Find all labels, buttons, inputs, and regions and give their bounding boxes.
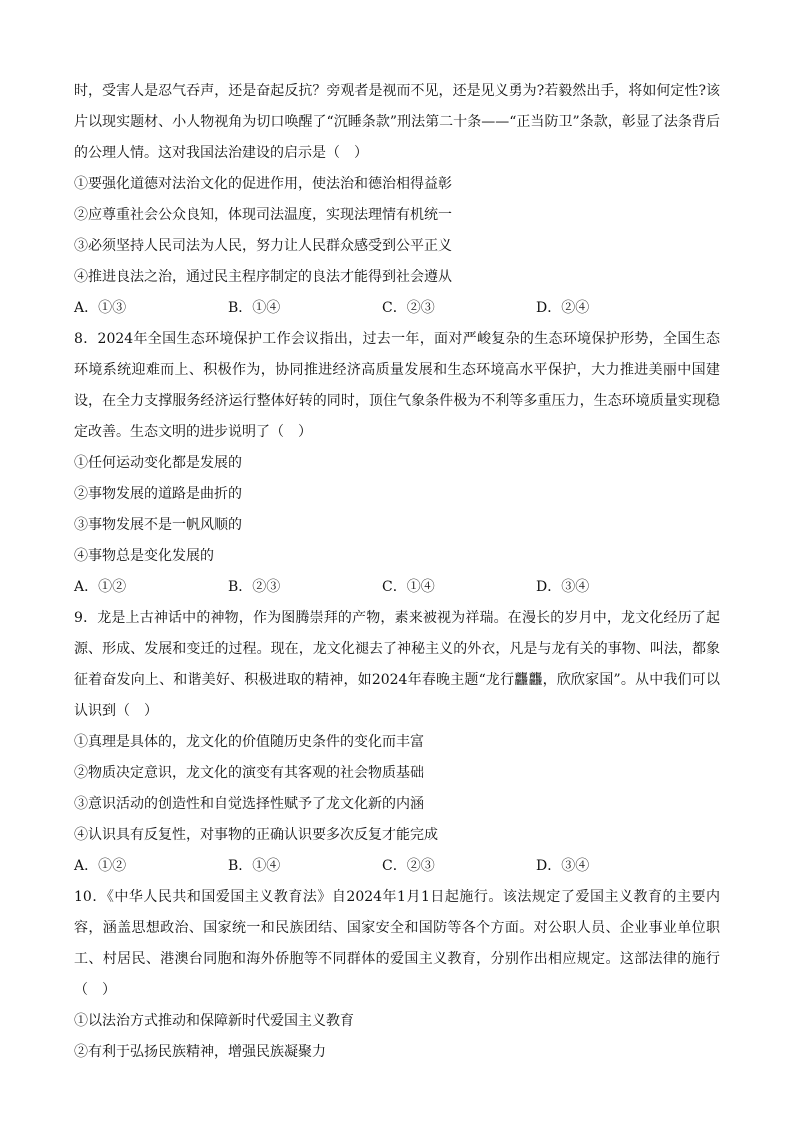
question-8-choices bbox=[74, 572, 720, 603]
question-9-choice-d: D．③④ bbox=[536, 858, 590, 874]
question-9-option-4: ④认识具有反复性，对事物的正确认识要多次反复才能完成 bbox=[74, 827, 438, 843]
question-8-option-3: ③事物发展不是一帆风顺的 bbox=[74, 517, 242, 533]
question-8-choice-a: A．①② bbox=[74, 579, 127, 595]
question-9-choice-c: C．②③ bbox=[382, 858, 435, 874]
question-7-option-4: ④推进良法之治，通过民主程序制定的良法才能得到社会遵从 bbox=[74, 269, 452, 285]
question-8-choice-b: B．②③ bbox=[228, 579, 281, 595]
question-7-choice-c: C．②③ bbox=[382, 300, 435, 316]
question-9-choice-b: B．①④ bbox=[228, 858, 281, 874]
question-8-option-4: ④事物总是变化发展的 bbox=[74, 548, 214, 564]
question-7-option-2: ②应尊重社会公众良知，体现司法温度，实现法理情有机统一 bbox=[74, 207, 452, 223]
question-10-option-2: ②有利于弘扬民族精神，增强民族凝聚力 bbox=[74, 1044, 326, 1060]
question-7-stem: 时，受害人是忍气吞声，还是奋起反抗？旁观者是视而不见，还是见义勇为?若毅然出手，将如何定性?该片以现实题材、小人物视角为切口唤醒了“沉睡条款”刑法第二十条——“正当防卫”条款，彰显了法条背后的公理人情。这对我国法治建设的启示是（ ） bbox=[74, 83, 720, 161]
question-7-choice-a: A．①③ bbox=[74, 300, 127, 316]
question-9-stem: 9．龙是上古神话中的神物，作为图腾崇拜的产物，素来被视为祥瑞。在漫长的岁月中，龙文化经历了起源、形成、发展和变迁的过程。现在，龙文化褪去了神秘主义的外衣，凡是与龙有关的事物、叫法，都象征着奋发向上、和谐美好、积极进取的精神，如2024年春晚主题“龙行龘龘，欣欣家国”。从中我们可以认识到（ ） bbox=[74, 610, 720, 719]
question-9-option-3: ③意识活动的创造性和自觉选择性赋予了龙文化新的内涵 bbox=[74, 796, 424, 812]
question-10-stem: 10．《中华人民共和国爱国主义教育法》自2024年1月1日起施行。该法规定了爱国主义教育的主要内容，涵盖思想政治、国家统一和民族团结、国家安全和国防等各个方面。对公职人员、企业事业单位职工、村居民、港澳台同胞和海外侨胞等不同群体的爱国主义教育，分别作出相应规定。这部法律的施行（ ） bbox=[74, 889, 720, 998]
question-7-choice-b: B．①④ bbox=[228, 300, 281, 316]
question-7-option-1: ①要强化道德对法治文化的促进作用，使法治和德治相得益彰 bbox=[74, 176, 452, 192]
question-9-choice-a: A．①② bbox=[74, 858, 127, 874]
question-8-choice-c: C．①④ bbox=[382, 579, 435, 595]
question-8-stem: 8．2024年全国生态环境保护工作会议指出，过去一年，面对严峻复杂的生态环境保护形势，全国生态环境系统迎难而上、积极作为，协同推进经济高质量发展和生态环境高水平保护，大力推进美丽中国建设，在全力支撑服务经济运行整体好转的同时，顶住气象条件极为不利等多重压力，生态环境质量实现稳定改善。生态文明的进步说明了（ ） bbox=[74, 331, 720, 440]
question-9-choices bbox=[74, 851, 720, 882]
question-8-option-1: ①任何运动变化都是发展的 bbox=[74, 455, 242, 471]
question-7-option-3: ③必须坚持人民司法为人民，努力让人民群众感受到公平正义 bbox=[74, 238, 452, 254]
question-10-option-1: ①以法治方式推动和保障新时代爱国主义教育 bbox=[74, 1013, 354, 1029]
exam-page bbox=[74, 76, 720, 1068]
question-7-choices bbox=[74, 293, 720, 324]
question-8-choice-d: D．③④ bbox=[536, 579, 590, 595]
question-9-option-1: ①真理是具体的，龙文化的价值随历史条件的变化而丰富 bbox=[74, 734, 424, 750]
question-7-choice-d: D．②④ bbox=[536, 300, 590, 316]
question-8-option-2: ②事物发展的道路是曲折的 bbox=[74, 486, 242, 502]
question-9-option-2: ②物质决定意识，龙文化的演变有其客观的社会物质基础 bbox=[74, 765, 424, 781]
